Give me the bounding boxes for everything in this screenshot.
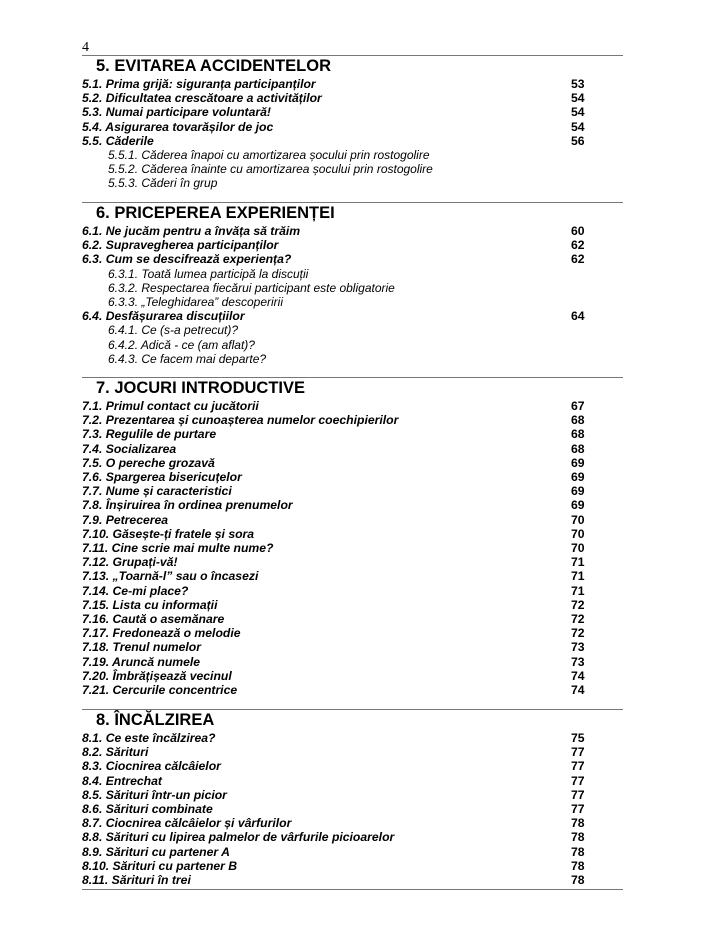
toc-entry-label: 6.1. Ne jucăm pentru a învăța să trăim xyxy=(82,224,301,238)
toc-entry-page: 68 xyxy=(571,413,585,428)
toc-entry-label: 8.7. Ciocnirea călcâielor și vârfurilor xyxy=(82,816,292,831)
toc-entry-page: 72 xyxy=(571,597,585,612)
toc-entry-page: 60 xyxy=(571,224,585,238)
toc-entry-label: 8.4. Entrechat xyxy=(82,773,162,788)
section-divider xyxy=(82,55,623,56)
toc-entry-label: 7.1. Primul contact cu jucătorii xyxy=(82,399,259,413)
toc-entry-page: 54 xyxy=(571,119,585,134)
toc-subentry[interactable]: 6.3.2. Respectarea fiecărui participant este obligatorie xyxy=(108,280,395,295)
section-divider xyxy=(82,202,623,203)
toc-entry-page: 70 xyxy=(571,526,585,541)
toc-entry-label: 7.19. Aruncă numele xyxy=(82,654,201,669)
toc-entry-page: 77 xyxy=(571,745,585,760)
toc-entry-label: 7.9. Petrecerea xyxy=(82,512,169,527)
toc-entry-page: 62 xyxy=(571,238,585,253)
toc-entry-page: 73 xyxy=(571,654,585,669)
toc-entry-page: 54 xyxy=(571,105,585,120)
toc-entry-label: 6.3. Cum se descifrează experiența? xyxy=(82,252,292,267)
toc-entry-label: 7.11. Cine scrie mai multe nume? xyxy=(82,541,274,555)
toc-entry-label: 5.3. Numai participare voluntară! xyxy=(82,105,271,120)
toc-entry-label: 8.2. Sărituri xyxy=(82,745,149,760)
toc-entry-label: 7.5. O pereche grozavă xyxy=(82,455,215,470)
toc-entry-label: 8.5. Sărituri într-un picior xyxy=(82,787,227,802)
toc-subentry[interactable]: 6.4.1. Ce (s-a petrecut)? xyxy=(108,323,239,338)
toc-entry-page: 72 xyxy=(571,612,585,626)
toc-entry-label: 7.4. Socializarea xyxy=(82,441,177,456)
toc-entry-page: 67 xyxy=(571,399,585,413)
toc-entry-page: 78 xyxy=(571,844,585,859)
toc-entry-page: 74 xyxy=(571,668,585,683)
toc-entry-label: 7.20. Îmbrățișează vecinul xyxy=(82,668,232,683)
toc-entry-page: 69 xyxy=(571,484,585,499)
section-title: 8. ÎNCĂLZIREA xyxy=(96,711,215,729)
toc-entry-page: 70 xyxy=(571,541,585,555)
toc-entry-label: 7.8. Înșiruirea în ordinea prenumelor xyxy=(82,498,293,513)
section-title: 5. EVITAREA ACCIDENTELOR xyxy=(96,57,331,75)
toc-entry-page: 71 xyxy=(571,555,585,570)
toc-entry-label: 7.2. Prezentarea și cunoașterea numelor coechipierilor xyxy=(82,413,399,428)
toc-entry-page: 56 xyxy=(571,133,585,148)
toc-entry-label: 5.5. Căderile xyxy=(82,133,154,148)
toc-entry-page: 53 xyxy=(571,77,585,91)
section-divider xyxy=(82,377,623,378)
toc-entry-label: 8.9. Sărituri cu partener A xyxy=(82,844,230,859)
toc-entry-label: 6.4. Desfășurarea discuțiilor xyxy=(82,309,245,324)
toc-entry-label: 7.10. Găsește-ți fratele și sora xyxy=(82,526,255,541)
toc-entry-page: 78 xyxy=(571,816,585,831)
toc-entry-page: 74 xyxy=(571,683,585,697)
toc-subentry[interactable]: 6.4.2. Adică - ce (am aflat)? xyxy=(108,337,255,352)
toc-entry-label: 5.2. Dificultatea crescătoare a activităților xyxy=(82,91,322,106)
toc-entry-label: 7.16. Caută o asemănare xyxy=(82,612,225,626)
toc-entry-label: 7.17. Fredonează o melodie xyxy=(82,626,241,641)
toc-subentry[interactable]: 5.5.2. Căderea înainte cu amortizarea șocului prin rostogolire xyxy=(108,162,433,177)
toc-subentry[interactable]: 5.5.1. Căderea înapoi cu amortizarea șocului prin rostogolire xyxy=(108,148,430,162)
toc-entry-page: 72 xyxy=(571,626,585,641)
toc-entry-page: 71 xyxy=(571,569,585,584)
toc-entry-page: 77 xyxy=(571,787,585,802)
bottom-divider xyxy=(82,889,623,890)
toc-entry-page: 69 xyxy=(571,470,585,484)
toc-subentry[interactable]: 6.3.1. Toată lumea participă la discuții xyxy=(108,266,309,281)
toc-entry-label: 7.18. Trenul numelor xyxy=(82,640,201,655)
section-divider xyxy=(82,709,623,710)
toc-entry-label: 7.3. Regulile de purtare xyxy=(82,427,217,442)
toc-entry-page: 69 xyxy=(571,498,585,513)
toc-entry-page: 77 xyxy=(571,802,585,816)
toc-entry-page: 78 xyxy=(571,830,585,845)
toc-subentry[interactable]: 6.3.3. „Teleghidarea” descoperirii xyxy=(108,295,283,309)
toc-entry-label: 7.13. „Toarnă-l” sau o încasezi xyxy=(82,569,259,584)
toc-subentry[interactable]: 6.4.3. Ce facem mai departe? xyxy=(108,351,267,366)
toc-entry-label: 8.1. Ce este încălzirea? xyxy=(82,731,216,745)
toc-entry-page: 68 xyxy=(571,427,585,442)
toc-entry-page: 78 xyxy=(571,858,585,873)
section-title: 7. JOCURI INTRODUCTIVE xyxy=(96,379,306,397)
toc-entry-page: 77 xyxy=(571,773,585,788)
toc-entry-page: 64 xyxy=(571,309,585,324)
toc-entry-page: 70 xyxy=(571,512,585,527)
toc-entry-page: 69 xyxy=(571,455,585,470)
toc-entry-page: 71 xyxy=(571,583,585,598)
toc-entry-label: 8.11. Sărituri în trei xyxy=(82,873,191,887)
toc-entry-page: 62 xyxy=(571,252,585,267)
toc-entry-page: 75 xyxy=(571,731,585,745)
toc-entry-label: 5.4. Asigurarea tovarășilor de joc xyxy=(82,119,274,134)
toc-entry-label: 6.2. Supravegherea participanților xyxy=(82,238,279,253)
toc-entry-label: 7.14. Ce-mi place? xyxy=(82,583,189,598)
toc-entry-label: 5.1. Prima grijă: siguranța participanților xyxy=(82,77,316,91)
toc-entry-label: 7.15. Lista cu informații xyxy=(82,597,218,612)
toc-entry-label: 8.8. Sărituri cu lipirea palmelor de vârfurile picioarelor xyxy=(82,830,395,845)
toc-entry-page: 77 xyxy=(571,759,585,774)
toc-entry-label: 7.12. Grupați-vă! xyxy=(82,555,178,570)
toc-entry-label: 8.3. Ciocnirea călcâielor xyxy=(82,759,221,774)
section-title: 6. PRICEPEREA EXPERIENȚEI xyxy=(96,204,335,222)
toc-entry-page: 68 xyxy=(571,441,585,456)
toc-entry-label: 7.21. Cercurile concentrice xyxy=(82,683,238,697)
toc-entry-label: 7.7. Nume și caracteristici xyxy=(82,484,232,499)
toc-entry-label: 8.6. Sărituri combinate xyxy=(82,802,213,816)
toc-entry-page: 54 xyxy=(571,91,585,106)
page-number: 4 xyxy=(82,40,89,55)
toc-entry-page: 73 xyxy=(571,640,585,655)
toc-entry-label: 8.10. Sărituri cu partener B xyxy=(82,858,238,873)
toc-subentry[interactable]: 5.5.3. Căderi în grup xyxy=(108,176,218,191)
toc-entry-page: 78 xyxy=(571,873,585,887)
toc-entry-label: 7.6. Spargerea bisericuțelor xyxy=(82,470,242,484)
